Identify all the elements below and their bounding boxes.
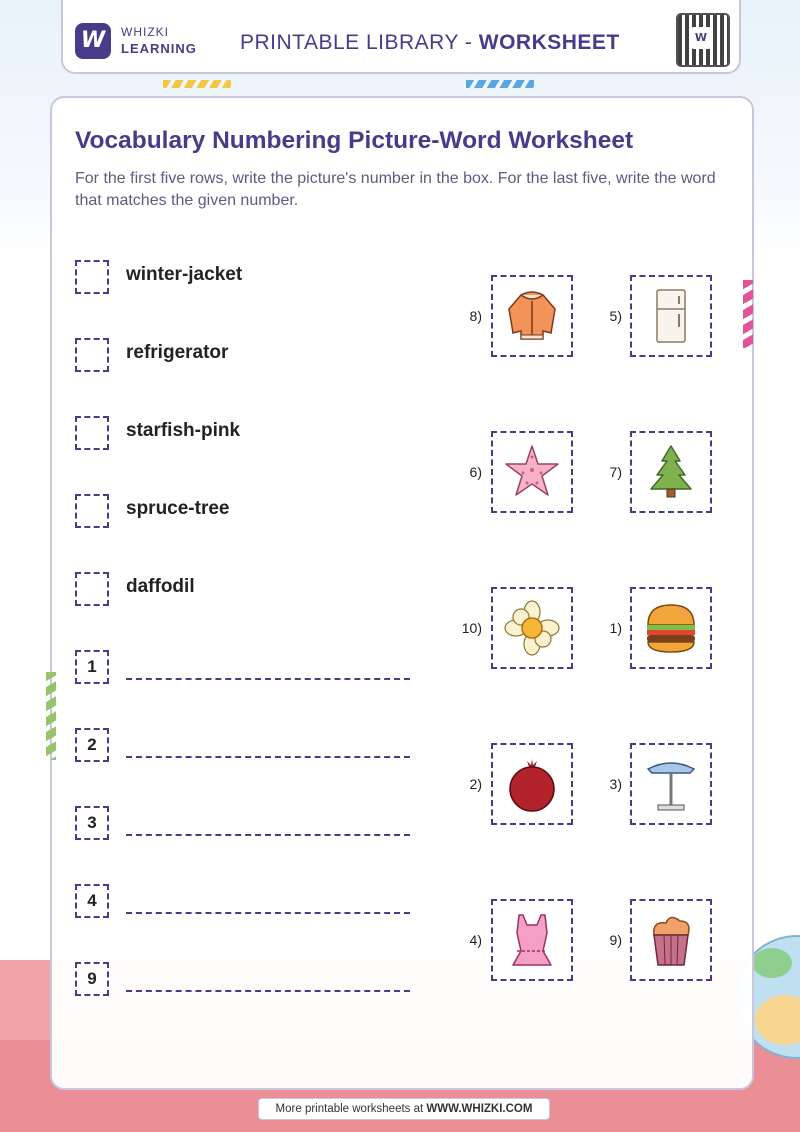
instructions: For the first five rows, write the picture's number in the box. For the last five, write the word that matches the given number. bbox=[75, 170, 716, 209]
picture-number: 3) bbox=[609, 776, 622, 792]
refrigerator-icon bbox=[642, 287, 700, 345]
number-box: 3 bbox=[75, 806, 109, 840]
whizki-logo-icon[interactable]: W bbox=[75, 23, 111, 59]
picture-card bbox=[491, 587, 573, 669]
picture-card bbox=[630, 899, 712, 981]
picture-number: 1) bbox=[609, 620, 622, 636]
picture-card bbox=[491, 275, 573, 357]
picture-number: 8) bbox=[469, 308, 482, 324]
answer-box[interactable] bbox=[75, 260, 109, 294]
picture-number: 10) bbox=[461, 620, 482, 636]
footer-text: More printable worksheets at bbox=[275, 1103, 427, 1115]
library-heading bbox=[240, 31, 620, 55]
answer-line[interactable] bbox=[126, 834, 410, 836]
picture-card bbox=[630, 587, 712, 669]
picture-number: 7) bbox=[609, 464, 622, 480]
winter-jacket-icon bbox=[503, 287, 561, 345]
vocab-word: refrigerator bbox=[126, 342, 229, 363]
footer-link[interactable]: WWW.WHIZKI.COM bbox=[426, 1103, 533, 1115]
picture-number: 4) bbox=[469, 932, 482, 948]
spruce-tree-icon bbox=[642, 443, 700, 501]
picture-number: 5) bbox=[609, 308, 622, 324]
brand-name: WHIZKI bbox=[121, 25, 169, 39]
picture-card bbox=[630, 275, 712, 357]
page-title: Vocabulary Numbering Picture-Word Worksheet bbox=[75, 127, 634, 154]
blue-stripe-decoration bbox=[466, 80, 534, 88]
pomegranate-icon bbox=[503, 755, 561, 813]
picture-number: 9) bbox=[609, 932, 622, 948]
number-box: 2 bbox=[75, 728, 109, 762]
vocab-word: starfish-pink bbox=[126, 420, 241, 441]
picture-card bbox=[491, 431, 573, 513]
picture-card bbox=[491, 743, 573, 825]
burger-icon bbox=[642, 599, 700, 657]
planet-spot-decoration bbox=[752, 948, 792, 978]
qr-logo: W bbox=[690, 27, 712, 49]
vocab-word: spruce-tree bbox=[126, 498, 230, 519]
library-type: WORKSHEET bbox=[478, 31, 620, 54]
vocab-word: winter-jacket bbox=[126, 264, 243, 285]
picture-card bbox=[630, 743, 712, 825]
number-box: 1 bbox=[75, 650, 109, 684]
picture-card bbox=[491, 899, 573, 981]
answer-box[interactable] bbox=[75, 338, 109, 372]
daffodil-icon bbox=[503, 599, 561, 657]
swimsuit-icon bbox=[503, 911, 561, 969]
answer-line[interactable] bbox=[126, 756, 410, 758]
answer-box[interactable] bbox=[75, 494, 109, 528]
picture-number: 6) bbox=[469, 464, 482, 480]
cupcake-icon bbox=[642, 911, 700, 969]
number-box: 9 bbox=[75, 962, 109, 996]
starfish-icon bbox=[503, 443, 561, 501]
vocab-word: daffodil bbox=[126, 576, 195, 597]
green-stripe-decoration bbox=[46, 672, 56, 760]
brand-subname: LEARNING bbox=[121, 41, 197, 56]
yellow-stripe-decoration bbox=[163, 80, 231, 88]
answer-line[interactable] bbox=[126, 990, 410, 992]
picture-number: 2) bbox=[469, 776, 482, 792]
picture-card bbox=[630, 431, 712, 513]
answer-line[interactable] bbox=[126, 678, 410, 680]
footer-banner bbox=[258, 1098, 550, 1120]
answer-box[interactable] bbox=[75, 416, 109, 450]
answer-box[interactable] bbox=[75, 572, 109, 606]
lamp-icon bbox=[642, 755, 700, 813]
answer-line[interactable] bbox=[126, 912, 410, 914]
number-box: 4 bbox=[75, 884, 109, 918]
pink-stripe-decoration bbox=[743, 280, 753, 348]
library-prefix: PRINTABLE LIBRARY - bbox=[240, 31, 479, 54]
